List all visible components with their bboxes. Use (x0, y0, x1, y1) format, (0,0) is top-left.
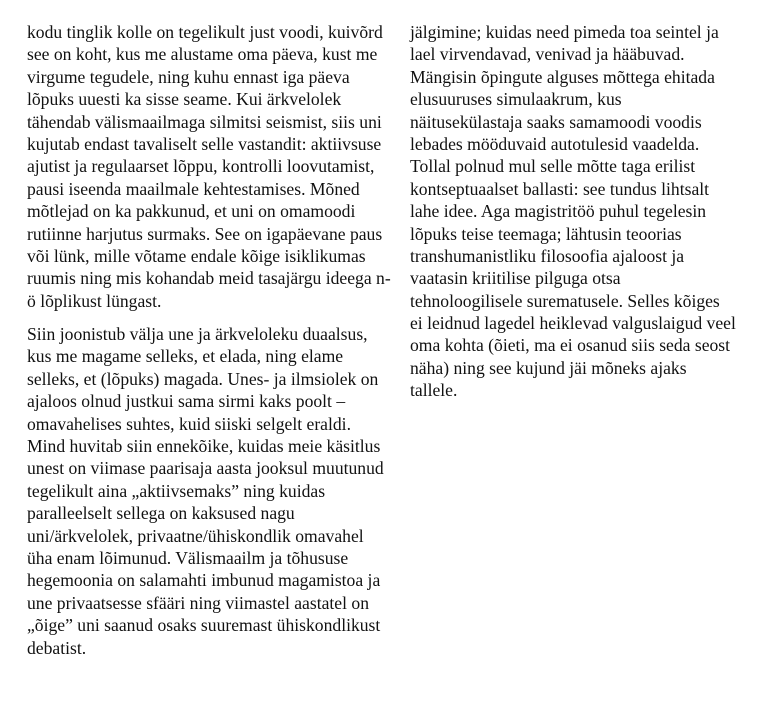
text-line: transhumanistliku filosoofia ajaloost ja (410, 245, 685, 266)
text-line: virgume tegudele, ning kuhu ennast iga päeva (27, 66, 350, 87)
text-line: näitusekülastaja saaks samamoodi voodis (410, 111, 702, 132)
left-text-column (27, 21, 407, 670)
text-line: kontseptuaalset ballasti: see tundus lihtsalt (410, 178, 710, 199)
text-line: lahe idee. Aga magistritöö puhul tegelesin (410, 201, 707, 222)
text-line: debatist. (27, 637, 87, 658)
text-line: kujutab endast tavaliselt selle vastandit: aktiivsuse (27, 133, 382, 154)
text-line: omavahelises suhtes, kuid siiski selgelt eraldi. (27, 413, 351, 434)
text-line: elusuuruses simulaakrum, kus (410, 89, 622, 110)
paragraph (27, 323, 407, 659)
text-line: Mängisin õpingute alguses mõttega ehitada (410, 66, 715, 87)
text-line: „õige” uni saanud osaks suuremast ühiskondlikust (27, 615, 381, 636)
text-line: näha) ning see kujund jäi mõneks ajaks (410, 357, 687, 378)
text-line: ruumis ning mis kohandab meid tasajärgu ideega n- (27, 268, 391, 289)
text-line: kodu tinglik kolle on tegelikult just voodi, kuivõrd (27, 22, 383, 42)
text-line: uni/ärkvelolek, privaatne/ühiskondlik omavahel (27, 525, 364, 546)
text-line: oma kohta (õieti, ma ei osanud siis seda seost (410, 335, 731, 356)
text-line: tegelikult aina „aktiivsemaks” ning kuidas (27, 480, 326, 501)
text-line: või lünk, mille võtame endale kõige isiklikumas (27, 245, 366, 266)
text-line: pausi iseenda maailmale kehtestamises. Mõned (27, 178, 360, 199)
text-line: kus me magame selleks, et elada, ning elame (27, 346, 344, 367)
text-line: rutiinne harjutus surmaks. See on igapäevane paus (27, 223, 383, 244)
text-line: lõpuks uuesti ka sisse seame. Kui ärkvelolek (27, 89, 342, 110)
text-line: tehnoloogilisele surematusele. Selles kõiges (410, 290, 720, 311)
text-line: Siin joonistub välja une ja ärkveloleku duaalsus, (27, 324, 368, 345)
text-line: ajaloos olnud justkui sama sirmi kaks poolt – (27, 391, 346, 412)
text-line: une privaatsesse sfääri ning viimastel aastatel on (27, 592, 369, 613)
text-line: unest on viimase paarisaja aasta jooksul muutunud (27, 458, 384, 479)
text-line: üha enam lõimunud. Välismaailm ja tõhususe (27, 547, 349, 568)
text-line: lebades mööduvaid autotulesid vaadelda. (410, 133, 700, 154)
text-line: vaatasin kriitilise pilguga otsa (410, 268, 621, 289)
paragraph (27, 21, 407, 312)
text-line: tähendab välismaailmaga silmitsi seismist, siis uni (27, 111, 382, 132)
text-line: ei leidnud lagedel heiklevad valguslaigud veel (410, 313, 736, 334)
text-line: jälgimine; kuidas need pimeda toa seintel ja (410, 22, 719, 42)
paragraph (410, 21, 762, 402)
text-line: Tollal polnud mul selle mõtte taga erilist (410, 156, 696, 177)
text-line: lael virvendavad, venivad ja hääbuvad. (410, 44, 685, 65)
text-line: ajutist ja regulaarset lõppu, kontrolli loovutamist, (27, 156, 375, 177)
text-line: lõpuks teise teemaga; lähtusin teoorias (410, 223, 682, 244)
text-line: see on koht, kus me alustame oma päeva, kust me (27, 44, 378, 65)
text-line: mõtlejad on ka pakkunud, et uni on omamoodi (27, 201, 356, 222)
right-text-column (410, 21, 762, 413)
text-line: tallele. (410, 380, 458, 401)
text-line: paralleelselt sellega on kaksused nagu (27, 503, 295, 524)
text-line: ö lõplikust lüngast. (27, 290, 162, 311)
text-line: Mind huvitab siin ennekõike, kuidas meie käsitlus (27, 436, 381, 457)
text-line: hegemoonia on salamahti imbunud magamistoa ja (27, 570, 381, 591)
text-line: selleks, et (lõpuks) magada. Unes- ja ilmsiolek on (27, 368, 379, 389)
